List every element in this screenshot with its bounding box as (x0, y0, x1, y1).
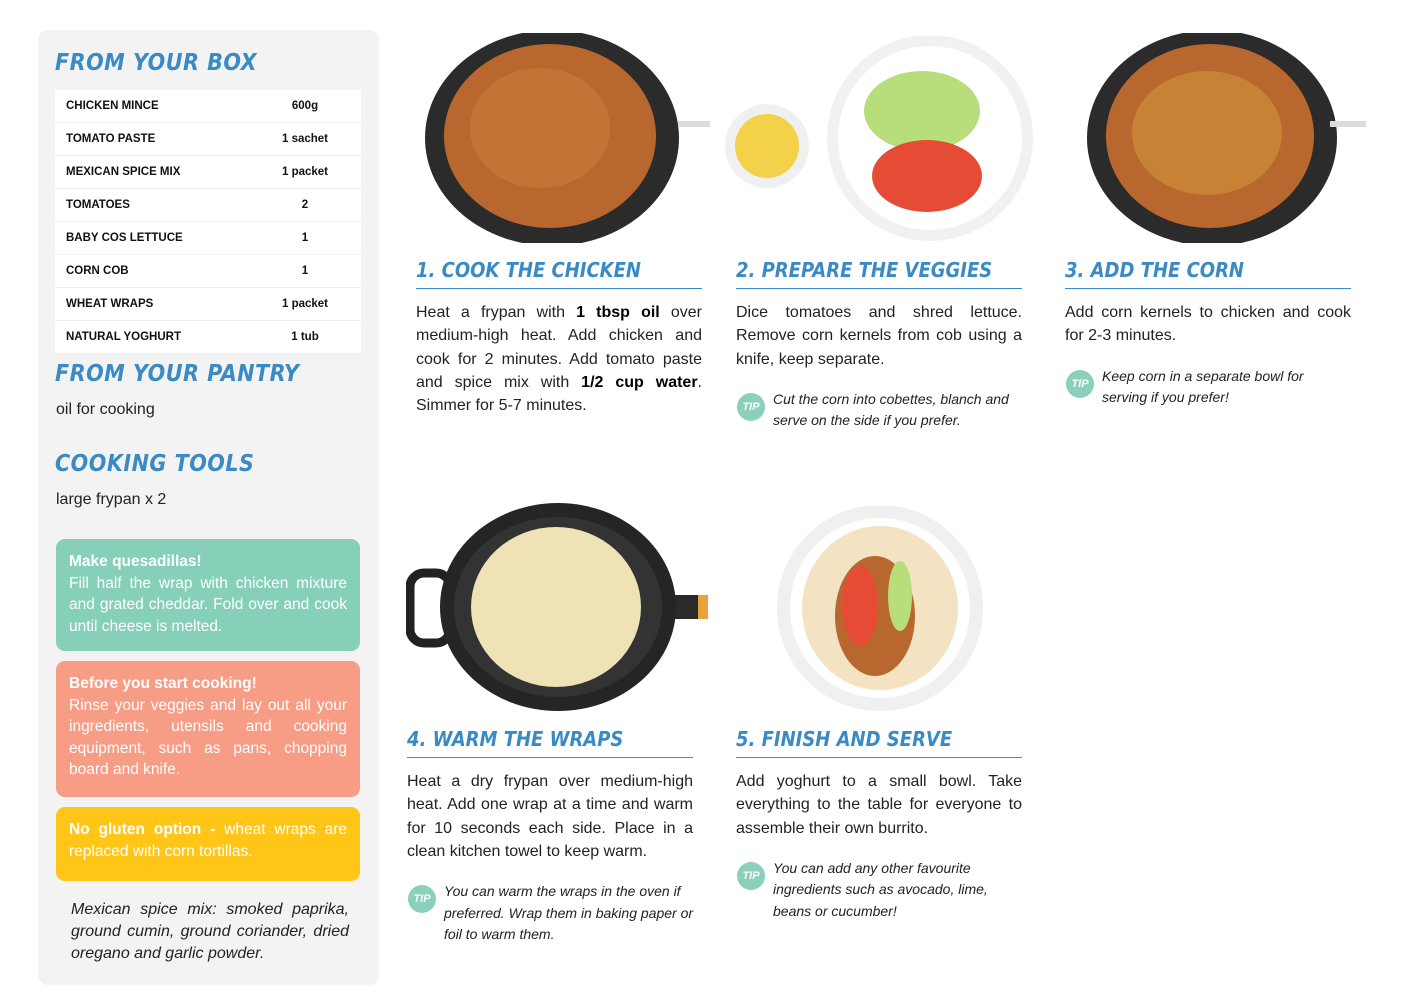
ingredient-row (55, 123, 361, 156)
tip-text: You can add any other favourite ingredients such as avocado, lime, beans or cucumber! (773, 859, 988, 919)
tip-badge-icon: TIP (737, 862, 765, 890)
ingredient-name: MEXICAN SPICE MIX (55, 156, 249, 189)
step2-veggies-image (722, 36, 1034, 241)
ingredients-table (55, 90, 361, 354)
step-body (416, 301, 702, 417)
step-title: 1. COOK THE CHICKEN (416, 258, 702, 289)
step-body: Add corn kernels to chicken and cook for 2-3 minutes. (1065, 304, 1351, 345)
ingredient-qty: 1 packet (249, 288, 361, 321)
body-text: over medium-high heat. Add chicken and cook for 2 minutes. Add tomato paste and spice mix with (416, 304, 702, 391)
ingredient-name: WHEAT WRAPS (55, 288, 249, 321)
step-title: 5. FINISH AND SERVE (736, 727, 1022, 758)
step-tip (736, 858, 1022, 923)
body-text: . Simmer for 5-7 minutes. (416, 373, 702, 415)
callout-text: Fill half the wrap with chicken mixture and grated cheddar. Fold over and cook until cheese is melted. (69, 574, 347, 635)
step-tip (736, 389, 1022, 432)
ingredient-name: TOMATOES (55, 189, 249, 222)
ingredient-row (55, 189, 361, 222)
before-cooking-callout (56, 661, 360, 797)
tip-badge-icon: TIP (408, 885, 436, 913)
ingredients-sidebar (38, 30, 379, 985)
step-title: 4. WARM THE WRAPS (407, 727, 693, 758)
step-title: 3. ADD THE CORN (1065, 258, 1351, 289)
tip-badge-icon: TIP (737, 393, 765, 421)
ingredient-qty: 600g (249, 90, 361, 123)
step3-pan-image (1082, 33, 1372, 243)
callout-text: wheat wraps are replaced with corn tortillas. (69, 821, 348, 860)
tip-badge-icon: TIP (1066, 370, 1094, 398)
ingredient-qty: 1 tub (249, 321, 361, 354)
ingredient-row (55, 321, 361, 354)
gluten-callout (56, 807, 360, 881)
step-title: 2. PREPARE THE VEGGIES (736, 258, 1022, 289)
step-tip (1065, 366, 1351, 409)
body-text: Heat a frypan with (416, 304, 577, 321)
tip-text: You can warm the wraps in the oven if preferred. Wrap them in baking paper or foil to warm them. (444, 883, 694, 943)
step-tip (407, 881, 693, 946)
step-3 (1065, 258, 1351, 409)
quesadillas-callout (56, 539, 360, 651)
ingredient-qty: 1 (249, 255, 361, 288)
step-1 (416, 258, 702, 417)
ingredient-row (55, 156, 361, 189)
from-your-box-heading: FROM YOUR BOX (55, 50, 258, 76)
step-4 (407, 727, 693, 946)
step-body: Heat a dry frypan over medium-high heat. Add one wrap at a time and warm for 10 seconds each side. Place in a clean kitchen towel to keep warm. (407, 773, 693, 860)
ingredient-qty: 1 packet (249, 156, 361, 189)
step-body: Add yoghurt to a small bowl. Take everything to the table for everyone to assemble their own burrito. (736, 773, 1022, 837)
tip-text: Keep corn in a separate bowl for serving if you prefer! (1102, 367, 1304, 406)
callout-title: No gluten option - (69, 821, 216, 838)
ingredient-name: CHICKEN MINCE (55, 90, 249, 123)
ingredient-row (55, 288, 361, 321)
body-emphasis: 1/2 cup water (581, 373, 698, 391)
body-emphasis: 1 tbsp oil (576, 304, 660, 321)
step1-pan-image (420, 33, 710, 243)
cooking-tools-heading: COOKING TOOLS (55, 451, 255, 477)
ingredient-name: BABY COS LETTUCE (55, 222, 249, 255)
step-2 (736, 258, 1022, 432)
ingredient-row (55, 90, 361, 123)
spice-mix-note: Mexican spice mix: smoked paprika, ground cumin, ground coriander, dried oregano and garlic powder. (71, 901, 349, 962)
tip-text: Cut the corn into cobettes, blanch and serve on the side if you prefer. (773, 390, 1009, 429)
step5-burrito-image (775, 506, 985, 711)
pantry-text: oil for cooking (56, 401, 155, 418)
tools-text: large frypan x 2 (56, 491, 167, 508)
ingredient-name: CORN COB (55, 255, 249, 288)
from-your-pantry-heading: FROM YOUR PANTRY (55, 361, 300, 387)
ingredient-row (55, 255, 361, 288)
ingredient-row (55, 222, 361, 255)
step-5 (736, 727, 1022, 922)
callout-title: Make quesadillas! (69, 553, 202, 570)
step4-wrap-pan-image (406, 503, 708, 713)
ingredient-name: NATURAL YOGHURT (55, 321, 249, 354)
ingredient-qty: 2 (249, 189, 361, 222)
ingredient-qty: 1 (249, 222, 361, 255)
ingredient-qty: 1 sachet (249, 123, 361, 156)
step-body: Dice tomatoes and shred lettuce. Remove corn kernels from cob using a knife, keep separate. (736, 304, 1022, 368)
callout-title: Before you start cooking! (69, 675, 257, 692)
ingredient-name: TOMATO PASTE (55, 123, 249, 156)
callout-text: Rinse your veggies and lay out all your ingredients, utensils and cooking equipment, such as pans, chopping board and knife. (69, 696, 347, 778)
